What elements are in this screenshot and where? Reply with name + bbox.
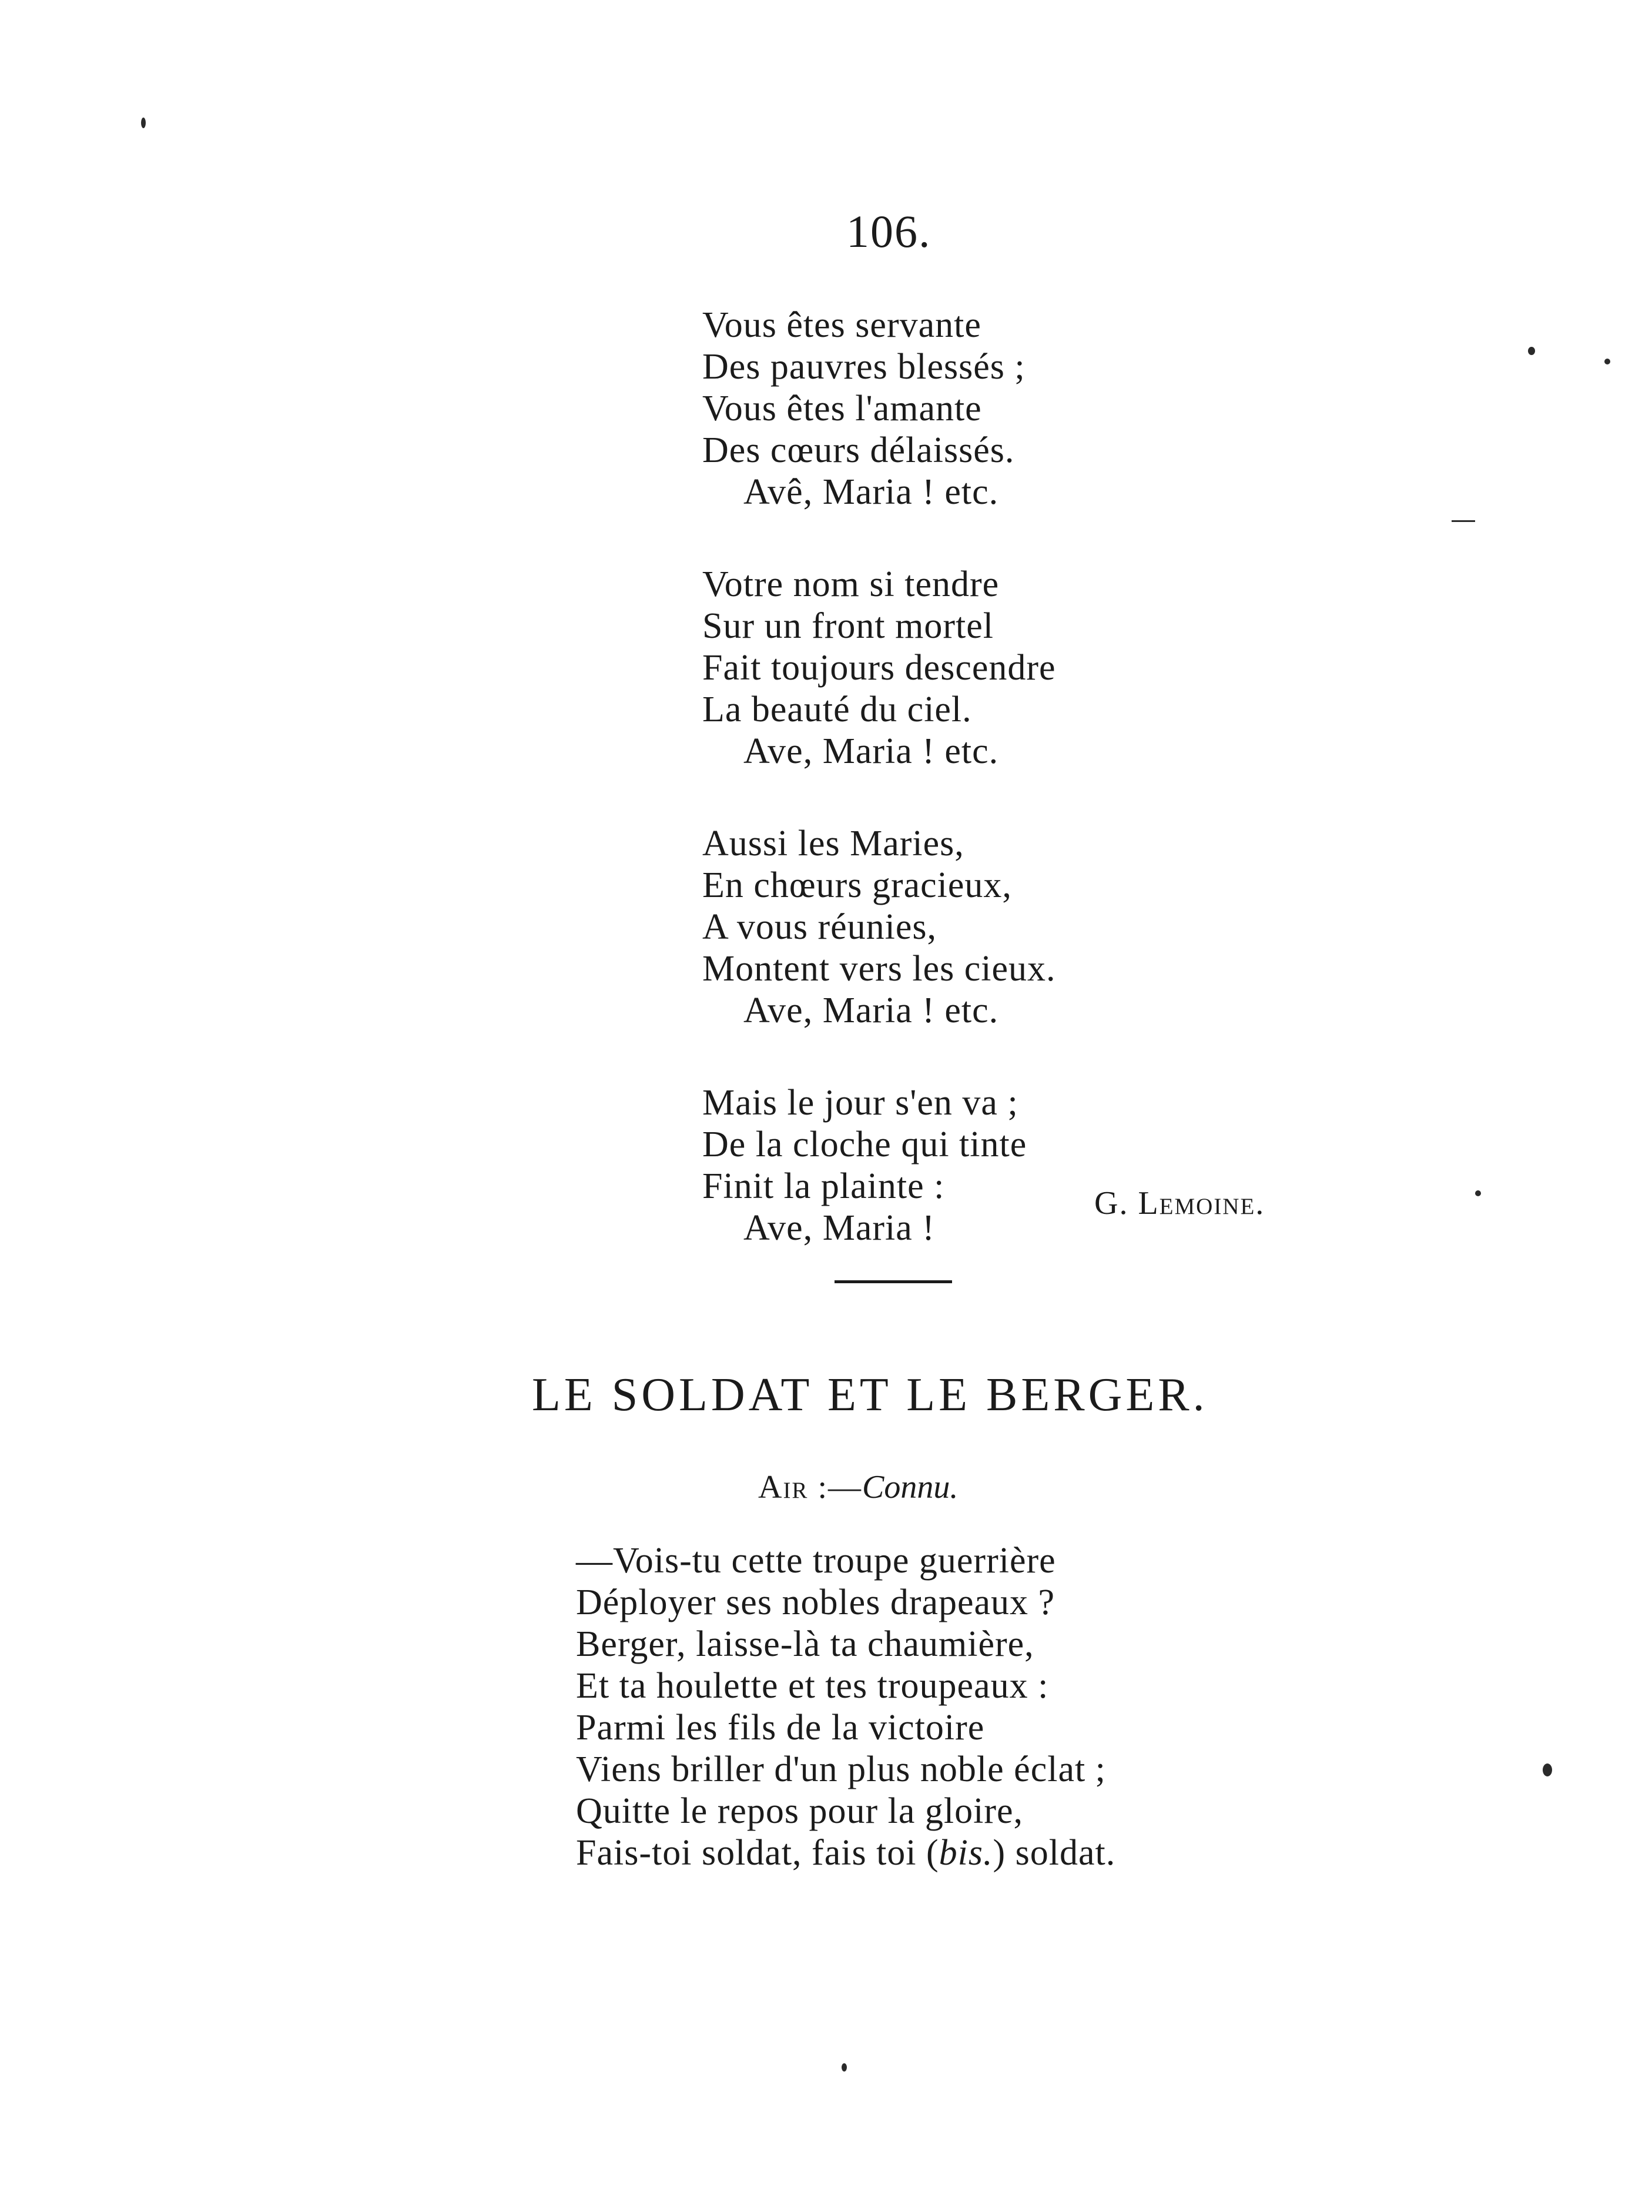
stanza — [702, 823, 1349, 1032]
verse-line: —Vois-tu cette troupe guerrière — [576, 1541, 1056, 1581]
verse-line: Viens briller d'un plus noble éclat ; — [576, 1749, 1106, 1789]
verse-line: Aussi les Maries, — [702, 824, 964, 864]
song-verse — [576, 1540, 1340, 1874]
refrain-line: Ave, Maria ! — [743, 1208, 935, 1248]
verse-line: Déployer ses nobles drapeaux ? — [576, 1582, 1055, 1622]
repeat-mark: bis. — [939, 1833, 993, 1873]
verse-line-last — [576, 1832, 1340, 1874]
verse-line: Finit la plainte : — [702, 1166, 945, 1206]
verse-line: De la cloche qui tinte — [702, 1125, 1027, 1164]
scan-speck — [1528, 347, 1535, 355]
author-signature: G. Lemoine. — [1094, 1185, 1265, 1222]
section-divider — [835, 1280, 952, 1283]
stanza — [702, 564, 1349, 772]
verse-line: Sur un front mortel — [702, 606, 994, 646]
verse-line: Vous êtes l'amante — [702, 389, 982, 429]
refrain-line: Ave, Maria ! etc. — [743, 990, 999, 1030]
verse-line: La beauté du ciel. — [702, 690, 972, 729]
verse-line: Des cœurs délaissés. — [702, 430, 1015, 470]
last-line-end: ) soldat. — [993, 1833, 1116, 1873]
verse-line: Vous êtes servante — [702, 305, 981, 345]
refrain-line: Avê, Maria ! etc. — [743, 472, 999, 512]
tune-indication — [758, 1468, 958, 1506]
verse-line: Parmi les fils de la victoire — [576, 1708, 985, 1748]
stanza — [702, 304, 1349, 513]
verse-line: A vous réunies, — [702, 907, 937, 947]
verse-line: Et ta houlette et tes troupeaux : — [576, 1666, 1049, 1706]
verse-line: Berger, laisse-là ta chaumière, — [576, 1624, 1034, 1664]
verse-line: Fait toujours descendre — [702, 648, 1056, 688]
scan-speck — [1543, 1763, 1552, 1776]
scan-speck — [141, 118, 146, 128]
verse-line: Votre nom si tendre — [702, 564, 1000, 604]
tune-label: Air :— — [758, 1469, 862, 1505]
scan-speck — [842, 2063, 847, 2072]
verse-line: Des pauvres blessés ; — [702, 347, 1026, 387]
last-line-start: Fais-toi soldat, fais toi ( — [576, 1833, 939, 1873]
verse-line: Quitte le repos pour la gloire, — [576, 1791, 1024, 1831]
verse-line: Montent vers les cieux. — [702, 949, 1056, 989]
hymn-verses — [702, 304, 1349, 1300]
stanza — [702, 1082, 1349, 1249]
refrain-line: Ave, Maria ! etc. — [743, 731, 999, 771]
scan-speck — [1604, 359, 1610, 364]
page-number: 106. — [846, 206, 931, 257]
scan-speck — [1452, 520, 1475, 522]
scan-speck — [1475, 1190, 1481, 1196]
verse-line: En chœurs gracieux, — [702, 865, 1012, 905]
song-title: LE SOLDAT ET LE BERGER. — [532, 1369, 1208, 1421]
verse-line: Mais le jour s'en va ; — [702, 1083, 1018, 1123]
tune-name: Connu. — [862, 1469, 959, 1505]
